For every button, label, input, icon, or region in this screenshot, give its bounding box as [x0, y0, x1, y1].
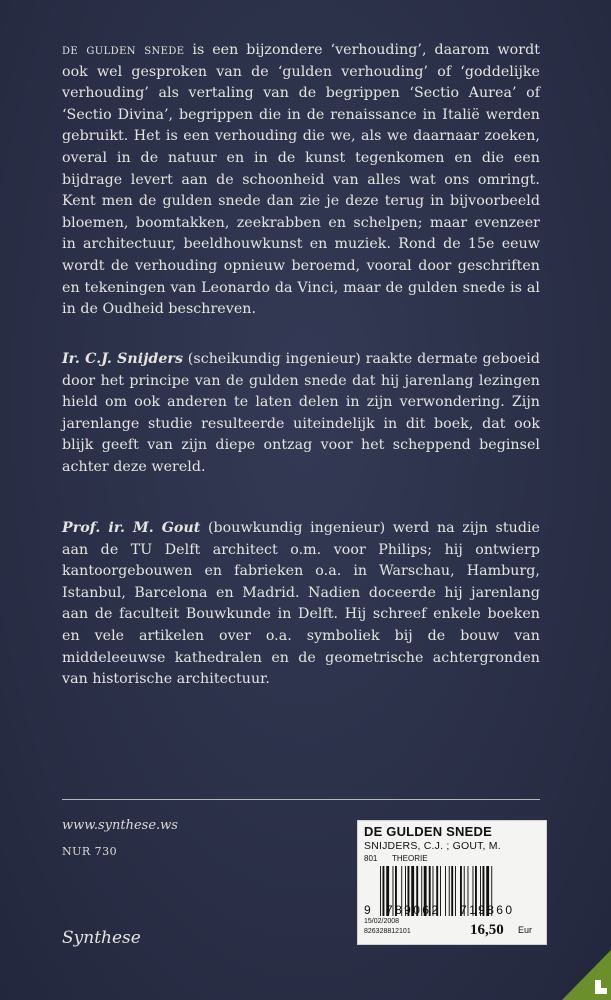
sticker-code: 801 [364, 854, 378, 863]
sticker-authors: SNIJDERS, C.J. ; GOUT, M. [364, 840, 501, 852]
blurb-paragraph-1-text: is een bijzondere ‘verhouding’, daarom wordt ook wel gesproken van de ‘gulden verhouding’ of ‘goddelijke verhouding’ als vertaling van de begrippen ‘Sectio Aurea’ of ‘Sectio Divina’, begrippen die in de renaissance in Italië werden gebruikt. Het is een verhouding die we, als we daarnaar zoeken, overal in de natuur en in de kunst tegenkomen en die een bijdrage levert aan de schoonheid van alles wat ons omringt. Kent men de gulden snede dan zie je deze terug in bijvoorbeeld bloemen, boomtakken, zeekrabben en schelpen; maar evenzeer in architectuur, beeldhouwkunst en muziek. Rond de 15e eeuw wordt de verhouding opnieuw beroemd, vooral door geschriften en tekeningen van Leonardo da Vinci, maar de gulden snede is al in de Oudheid beschreven. [62, 42, 540, 318]
author-1-bio: (scheikundig ingenieur) raakte dermate geboeid door het principe van de gulden snede dat hij jarenlang lezingen hield om ook anderen te laten delen in zijn verwondering. Zijn jarenlange studie resulteerde uiteindelijk in dit boek, dat ook blijk geeft van zijn diepe ontzag voor het scheppend beginsel achter deze wereld. [62, 351, 541, 475]
sticker-currency: Eur [518, 925, 533, 935]
publisher-name: Synthese [62, 928, 141, 948]
sticker-price: 16,50 [470, 922, 504, 938]
divider-line [62, 799, 540, 800]
barcode-digits-left: 789062 [386, 903, 441, 917]
author-1-name: Ir. C.J. Snijders [62, 351, 183, 367]
nur-code: NUR 730 [62, 845, 118, 858]
publisher-website: www.synthese.ws [62, 818, 178, 833]
author-1-paragraph [62, 349, 540, 479]
author-2-name: Prof. ir. M. Gout [62, 520, 201, 536]
author-2-bio: (bouwkundig ingenieur) werd na zijn studie aan de TU Delft architect o.m. voor Philips; hij ontwierp kantoorgebouwen en fabrieken o.a. in Warschau, Hamburg, Istanbul, Barcelona en Madrid. Nadien doceerde hij jarenlang aan de faculteit Bouwkunde in Delft. Hij schreef enkele boeken en vele artikelen over o.a. symboliek bij de bouw van middeleeuwse kathedralen en de geometrische achtergronden van historische architectuur. [62, 520, 540, 688]
sticker-title: DE GULDEN SNEDE [364, 824, 492, 839]
barcode-lead-digit: 9 [364, 903, 371, 917]
sticker-category: THEORIE [392, 854, 428, 863]
author-2-paragraph [62, 518, 540, 691]
barcode-digits-right: 719860 [460, 903, 515, 917]
blurb-paragraph-1 [62, 40, 540, 321]
green-corner-logo-icon [562, 950, 611, 1000]
price-sticker [357, 820, 547, 945]
book-title-lead: de gulden snede [62, 42, 185, 58]
sticker-id: 826328812101 [364, 928, 411, 935]
sticker-date: 15/02/2008 [364, 918, 400, 925]
